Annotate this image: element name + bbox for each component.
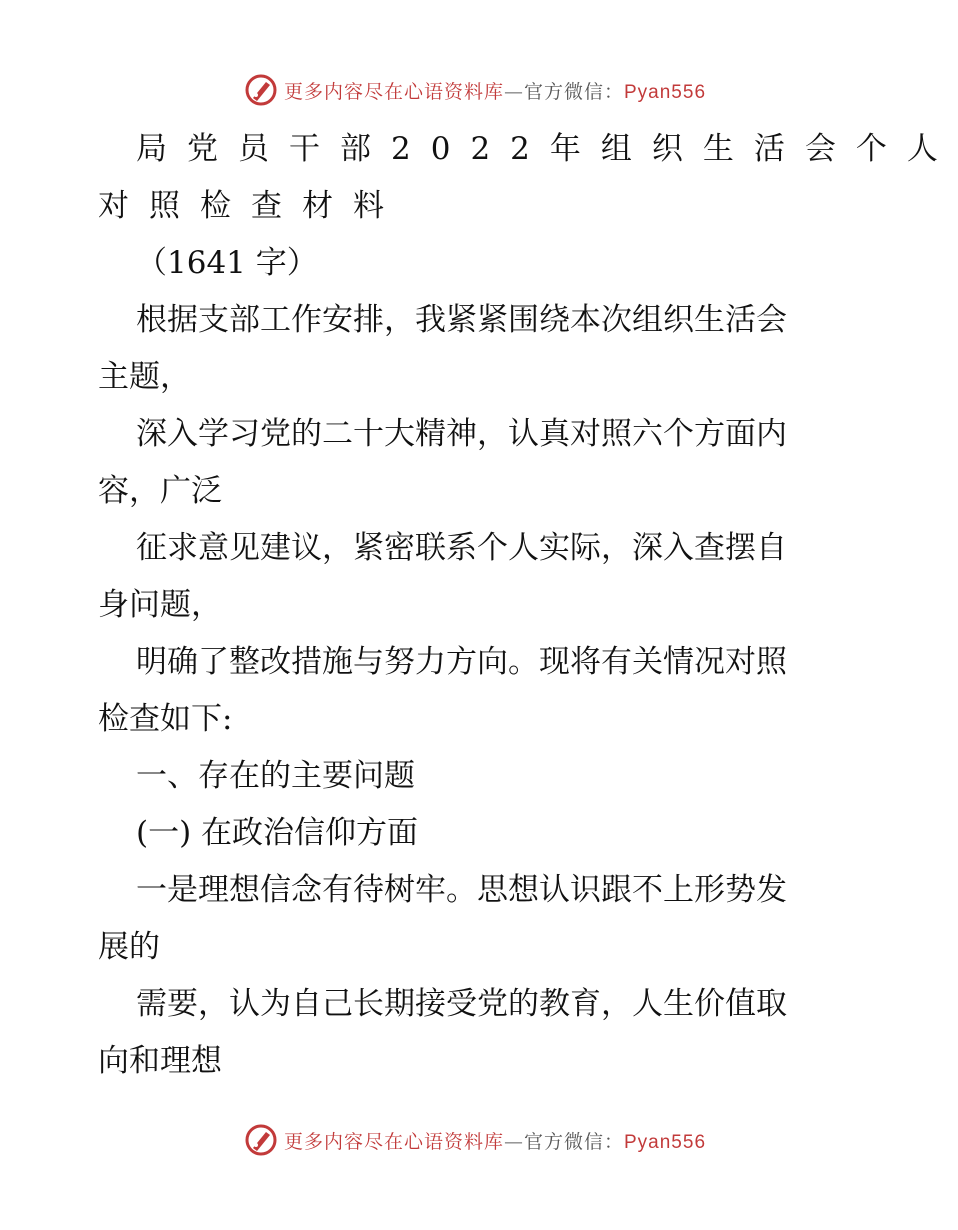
watermark-brand: 更多内容尽在心语资料库 <box>283 80 504 103</box>
watermark-wechat-id: Pyan556 <box>624 1131 707 1153</box>
document-title-line: 局党员干部2022年组织生活会个人 <box>136 131 958 167</box>
footer-watermark <box>0 1120 950 1160</box>
watermark-wechat-label: 官方微信： <box>523 1130 624 1153</box>
paragraph-line: 深入学习党的二十大精神，认真对照六个方面内 <box>136 416 787 452</box>
paragraph-line: 主题， <box>98 359 191 395</box>
pen-logo-icon <box>244 73 278 107</box>
paragraph-line: 检查如下: <box>98 701 233 737</box>
watermark-brand: 更多内容尽在心语资料库 <box>283 1130 504 1153</box>
watermark-dash: — <box>503 80 524 103</box>
paragraph-line: 身问题， <box>98 587 222 623</box>
watermark-wechat-label: 官方微信： <box>523 80 624 103</box>
paragraph-line: 征求意见建议，紧密联系个人实际，深入查摆自 <box>136 530 787 566</box>
document-body <box>98 121 958 1090</box>
watermark-dash: — <box>503 1130 524 1153</box>
paragraph-line: 明确了整改措施与努力方向。现将有关情况对照 <box>136 644 787 680</box>
paragraph-line: 一是理想信念有待树牢。思想认识跟不上形势发 <box>136 872 787 908</box>
paragraph-line: 根据支部工作安排，我紧紧围绕本次组织生活会 <box>136 302 787 338</box>
paragraph-line: 向和理想 <box>98 1043 222 1079</box>
header-watermark <box>0 70 950 110</box>
paragraph-line: 展的 <box>98 929 160 965</box>
paragraph-line: 容，广泛 <box>98 473 222 509</box>
paragraph-line: 需要，认为自己长期接受党的教育，人生价值取 <box>136 986 787 1022</box>
paragraph-line: (一) 在政治信仰方面 <box>136 815 419 851</box>
pen-logo-icon <box>244 1123 278 1157</box>
watermark-wechat-id: Pyan556 <box>624 81 707 103</box>
paragraph-line: （1641 字） <box>136 245 318 281</box>
document-title-line: 对照检查材料 <box>98 188 404 224</box>
paragraph-line: 一、存在的主要问题 <box>136 758 415 794</box>
